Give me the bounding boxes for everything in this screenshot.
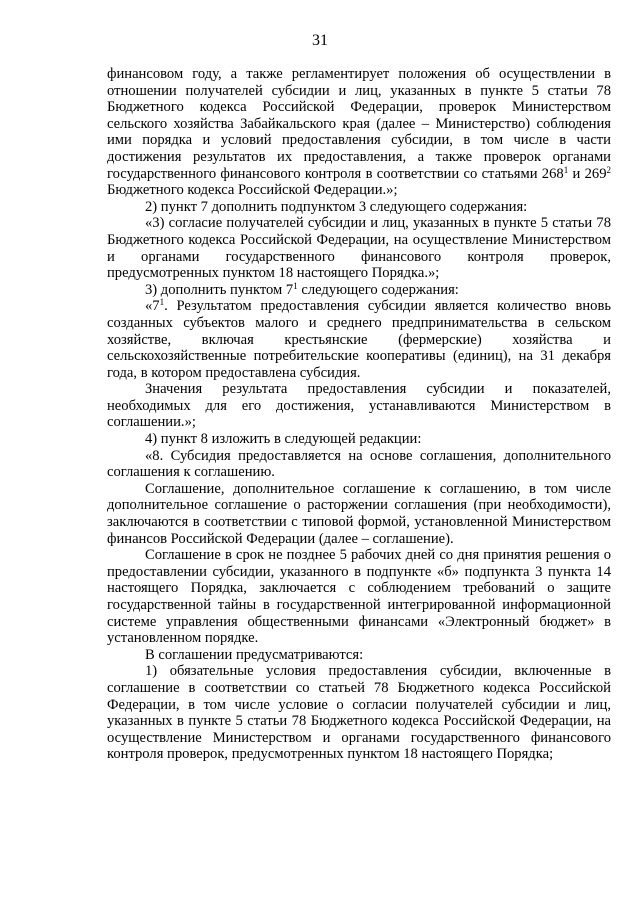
paragraph-5	[107, 298, 611, 381]
superscript: 1	[293, 280, 298, 291]
superscript: 2	[606, 164, 611, 175]
paragraph-5-start: «7	[145, 298, 160, 315]
paragraph-11: В соглашении предусматриваются:	[145, 646, 364, 663]
paragraph-1-end: Бюджетного кодекса Российской Федерации.»;	[107, 182, 398, 199]
paragraph-1-mid: и 269	[568, 165, 607, 182]
paragraph-1-text: финансовом году, а также регламентирует положения об осуществлении в отношении получателей субсидии и лиц, указанных в пункте 5 статьи 78 Бюджетного кодекса Российской Федерации, проверок Министерством сельского хозяйства Забайкальского края (далее – Министерство) соблюдения ими порядка и условий предоставления субсидии, в том числе в части достижения результатов их предоставления, а также проверок органами государственного финансового контроля в соответствии со статьями 268	[107, 66, 611, 182]
paragraph-12: 1) обязательные условия предоставления субсидии, включенные в соглашение в соответствии со статьей 78 Бюджетного кодекса Российской Федерации, в том числе условие о согласии получателей субсидии и лиц, указанных в пункте 5 статьи 78 Бюджетного кодекса Российской Федерации, на осуществление Министерством и органами государственного финансового контроля проверок, предусмотренных пунктом 18 настоящего Порядка;	[107, 663, 611, 763]
paragraph-6: Значения результата предоставления субсидии и показателей, необходимых для его достижения, устанавливаются Министерством в соглашении.»;	[107, 381, 611, 431]
paragraph-8: «8. Субсидия предоставляется на основе соглашения, дополнительного соглашения к соглашению.	[107, 447, 611, 481]
page-number: 31	[312, 32, 328, 49]
paragraph-10: Соглашение в срок не позднее 5 рабочих дней со дня принятия решения о предоставлении субсидии, указанного в подпункте «б» подпункта 3 пункта 14 настоящего Порядка, заключается с соблюдением требований о защите государственной тайны в государственной интегрированной информационной системе управления общественными финансами «Электронный бюджет» в установленном порядке.	[107, 547, 611, 647]
document-body	[107, 66, 611, 763]
paragraph-4-start: 3) дополнить пунктом 7	[145, 281, 294, 298]
paragraph-4	[107, 282, 611, 299]
paragraph-4-end: следующего содержания:	[297, 281, 459, 298]
paragraph-5-end: . Результатом предоставления субсидии является количество вновь созданных субъектов малого и среднего предпринимательства в сельском хозяйстве, включая крестьянские (фермерские) хозяйства и сельскохозяйственные потребительские кооперативы (единиц), на 31 декабря года, в котором предоставлена субсидия.	[107, 298, 611, 381]
paragraph-2: 2) пункт 7 дополнить подпунктом 3 следующего содержания:	[145, 198, 528, 215]
paragraph-7: 4) пункт 8 изложить в следующей редакции:	[145, 431, 422, 448]
paragraph-3: «3) согласие получателей субсидии и лиц, указанных в пункте 5 статьи 78 Бюджетного кодекса Российской Федерации, на осуществление Министерством и органами государственного финансового контроля проверок, предусмотренных пунктом 18 настоящего Порядка.»;	[107, 215, 611, 282]
paragraph-9: Соглашение, дополнительное соглашение к соглашению, в том числе дополнительное соглашение о расторжении соглашения (при необходимости), заключаются в соответствии с типовой формой, установленной Министерством финансов Российской Федерации (далее – соглашение).	[107, 480, 611, 547]
superscript: 1	[563, 164, 569, 175]
paragraph-1	[107, 66, 611, 199]
superscript: 1	[159, 297, 165, 308]
